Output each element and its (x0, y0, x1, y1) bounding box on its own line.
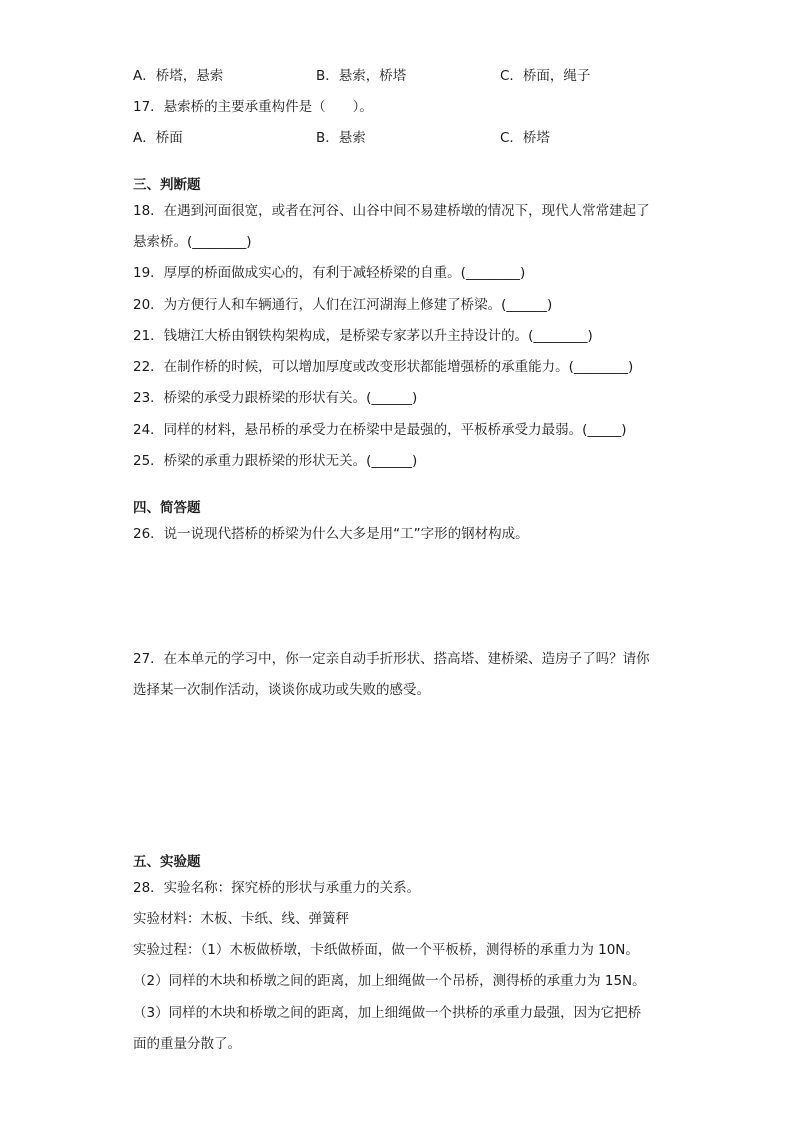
q28-step-2: （2）同样的木块和桥墩之间的距离，加上细绳做一个吊桥，测得桥的承重力为 15N。 (133, 973, 646, 989)
q26: 26．说一说现代搭桥的桥梁为什么大多是用“工”字形的钢材构成。 (133, 526, 529, 542)
q25: 25．桥梁的承重力跟桥梁的形状无关。(______) (133, 453, 418, 469)
q28-step-3-line-1: （3）同样的木块和桥墩之间的距离，加上细绳做一个拱桥的承重力最强，因为它把桥 (133, 1005, 642, 1021)
q18-line-1: 18．在遇到河面很宽，或者在河谷、山谷中间不易建桥墩的情况下，现代人常常建起了 (133, 203, 650, 219)
q21: 21．钱塘江大桥由钢铁构架构成，是桥梁专家茅以升主持设计的。(________) (133, 328, 593, 344)
q18-line-2: 悬索桥。(________) (133, 234, 252, 250)
q28-step-1: 实验过程：（1）木板做桥墩，卡纸做桥面，做一个平板桥，测得桥的承重力为 10N。 (133, 942, 639, 958)
q17-stem: 17．悬索桥的主要承重构件是（ ）。 (133, 99, 373, 115)
q28-name: 28．实验名称：探究桥的形状与承重力的关系。 (133, 880, 421, 896)
section-5-title: 五、实验题 (133, 854, 201, 870)
q23: 23．桥梁的承受力跟桥梁的形状有关。(______) (133, 390, 418, 406)
q17-option-b: B．悬索 (316, 130, 366, 146)
q16-option-a: A．桥塔，悬索 (133, 68, 224, 84)
q28-materials: 实验材料：木板、卡纸、线、弹簧秤 (133, 911, 349, 927)
q17-option-c: C．桥塔 (500, 130, 550, 146)
q28-step-3-line-2: 面的重量分散了。 (133, 1036, 241, 1052)
q19: 19．厚厚的桥面做成实心的，有利于减轻桥梁的自重。(________) (133, 265, 526, 281)
q20: 20．为方便行人和车辆通行，人们在江河湖海上修建了桥梁。(______) (133, 297, 553, 313)
section-3-title: 三、判断题 (133, 177, 201, 193)
q27-line-2: 选择某一次制作活动，谈谈你成功或失败的感受。 (133, 682, 430, 698)
q16-option-c: C．桥面，绳子 (500, 68, 591, 84)
q22: 22．在制作桥的时候，可以增加厚度或改变形状都能增强桥的承重能力。(________) (133, 359, 634, 375)
q17-option-a: A．桥面 (133, 130, 183, 146)
section-4-title: 四、简答题 (133, 500, 201, 516)
q24: 24．同样的材料，悬吊桥的承受力在桥梁中是最强的，平板桥承受力最弱。(_____) (133, 422, 627, 438)
q16-option-b: B．悬索，桥塔 (316, 68, 407, 84)
q27-line-1: 27．在本单元的学习中，你一定亲自动手折形状、搭高塔、建桥梁、造房子了吗？请你 (133, 651, 650, 667)
